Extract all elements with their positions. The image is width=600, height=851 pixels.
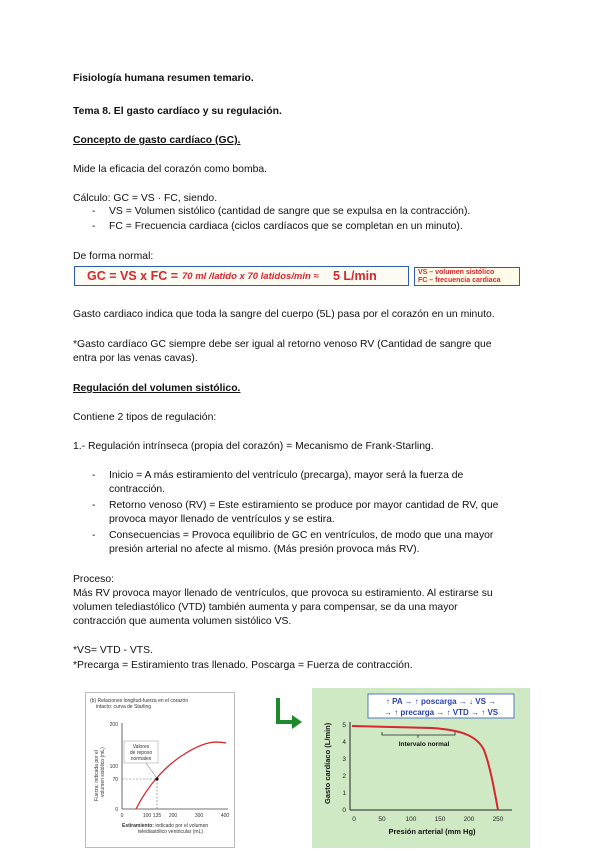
co-x-tick: 50 [378, 816, 386, 823]
co-y-tick: 1 [342, 790, 346, 797]
paragraph-normal: De forma normal: [73, 251, 154, 262]
co-x-tick: 0 [352, 816, 356, 823]
co-y-tick: 3 [342, 756, 346, 763]
pressure-chain-line1: ↑ PA → ↑ poscarga → ↓ VS → [385, 697, 497, 706]
list-item-text: VS = Volumen sistólico (cantidad de sangre que se expulsa en la contracción). [109, 206, 471, 217]
figure-starling [85, 692, 235, 848]
paragraph-intro: Mide la eficacia del corazón como bomba. [73, 164, 268, 175]
formula-values: 70 ml /latido x 70 latidos/min ≈ [182, 271, 319, 282]
starling-y-tick: 100 [109, 764, 118, 770]
co-y-label: Gasto cardíaco (L/min) [323, 722, 332, 804]
formula-legend [414, 267, 520, 286]
paragraph-intrinsic: 1.- Regulación intrínseca (propia del corazón) = Mecanismo de Frank-Starling. [73, 441, 434, 452]
process-line: volumen telediastólico (VTD) también aumenta y para compensar, se da una mayor [73, 602, 458, 613]
note-vs: *VS= VTD - VTS. [73, 645, 153, 656]
starling-y-tick: 0 [115, 807, 118, 813]
list-item-text: Consecuencias = Provoca equilibrio de GC en ventrículos, de modo que una mayor [109, 530, 494, 541]
co-x-tick: 250 [492, 816, 504, 823]
starling-x-tick: 400 [220, 813, 230, 819]
formula-result: 5 L/min [333, 269, 377, 283]
formula-box [74, 266, 409, 286]
pressure-chain-line2: → ↑ precarga → ↑ VTD → ↑ VS [383, 708, 499, 717]
paragraph-note-line1: *Gasto cardíaco GC siempre debe ser igual al retorno venoso RV (Cantidad de sangre que [73, 339, 492, 350]
legend-vs: VS – volumen sistólico [418, 269, 495, 276]
process-line: contracción que aumenta volumen sistólico VS. [73, 616, 292, 627]
paragraph-types: Contiene 2 tipos de regulación: [73, 412, 217, 423]
co-x-label: Presión arterial (mm Hg) [388, 827, 476, 836]
starling-caption-1: (b) Relaciones longitud-fuerza en el corazón [90, 698, 189, 704]
starling-caption-2: intacto: curva de Starling [96, 704, 152, 710]
figure-cardiac-output [312, 688, 530, 848]
starling-x-tick: 200 [168, 813, 178, 819]
process-label: Proceso: [73, 574, 115, 585]
starling-annot-1: Valores [132, 744, 150, 750]
paragraph-calc: Cálculo: GC = VS · FC, siendo. [73, 193, 218, 204]
starling-x-tick: 300 [194, 813, 204, 819]
starling-x-tick: 100 [142, 813, 152, 819]
legend-fc: FC – frecuencia cardiaca [418, 276, 501, 284]
document-title: Fisiología humana resumen temario. [73, 73, 254, 84]
starling-y-label-2: volumen sistólico (mL) [100, 747, 106, 797]
co-x-tick: 150 [434, 816, 446, 823]
cardiac-output-chart [312, 688, 530, 848]
process-line: Más RV provoca mayor llenado de ventrículos, que provoca su estiramiento. Al estirarse su [73, 588, 493, 599]
starling-y-tick: 200 [109, 722, 118, 728]
formula-main: GC = VS x FC = [87, 269, 179, 283]
list-item-text: Inicio = A más estiramiento del ventrículo (precarga), mayor será la fuerza de [109, 470, 464, 481]
co-y-tick: 0 [342, 807, 346, 814]
list-item-text: Retorno venoso (RV) = Este estiramiento se produce por mayor cantidad de RV, que [109, 500, 499, 511]
list-item-text: FC = Frecuencia cardiaca (ciclos cardíacos que se completan en un minuto). [109, 221, 463, 232]
starling-x-label-rest: indicado por el volumen [153, 823, 209, 829]
starling-x-tick: 135 [152, 813, 162, 819]
co-curve [352, 726, 498, 810]
green-arrow-icon [270, 696, 306, 732]
starling-annot-3: normales [130, 756, 152, 762]
starling-rest-point [155, 777, 158, 780]
co-x-tick: 100 [405, 816, 417, 823]
co-y-tick: 2 [342, 773, 346, 780]
starling-chart [86, 693, 234, 847]
starling-x-label-2: telediastólico ventricular (mL) [138, 829, 204, 835]
note-precarga: *Precarga = Estiramiento tras llenado. Poscarga = Fuerza de contracción. [73, 660, 413, 671]
starling-x-label-bold: Estiramiento: [122, 823, 154, 829]
starling-y-label-1: Fuerza: indicada por el [94, 750, 100, 801]
starling-annot-2: de reposo [129, 750, 153, 756]
starling-y-tick: 70 [112, 777, 118, 783]
co-x-tick: 200 [463, 816, 475, 823]
topic-title: Tema 8. El gasto cardíaco y su regulación. [73, 106, 282, 117]
list-item-text: contracción. [109, 484, 166, 495]
co-annotation: Intervalo normal [398, 741, 450, 748]
section-heading-regulacion: Regulación del volumen sistólico. [73, 383, 241, 394]
paragraph-note-line2: entra por las venas cavas). [73, 353, 198, 364]
co-y-tick: 5 [342, 722, 346, 729]
starling-annot-pointer [146, 763, 156, 777]
list-item-text: provoca mayor llenado de ventrículos y se estira. [109, 514, 335, 525]
co-y-tick: 4 [342, 739, 346, 746]
starling-x-tick: 0 [120, 813, 124, 819]
co-normal-bracket [382, 732, 455, 735]
section-heading-gasto: Concepto de gasto cardíaco (GC). [73, 135, 241, 146]
list-item-text: presión arterial no afecte al mismo. (Más presión provoca más RV). [109, 544, 420, 555]
paragraph-blood: Gasto cardiaco indica que toda la sangre del cuerpo (5L) pasa por el corazón en un minuto. [73, 309, 495, 320]
